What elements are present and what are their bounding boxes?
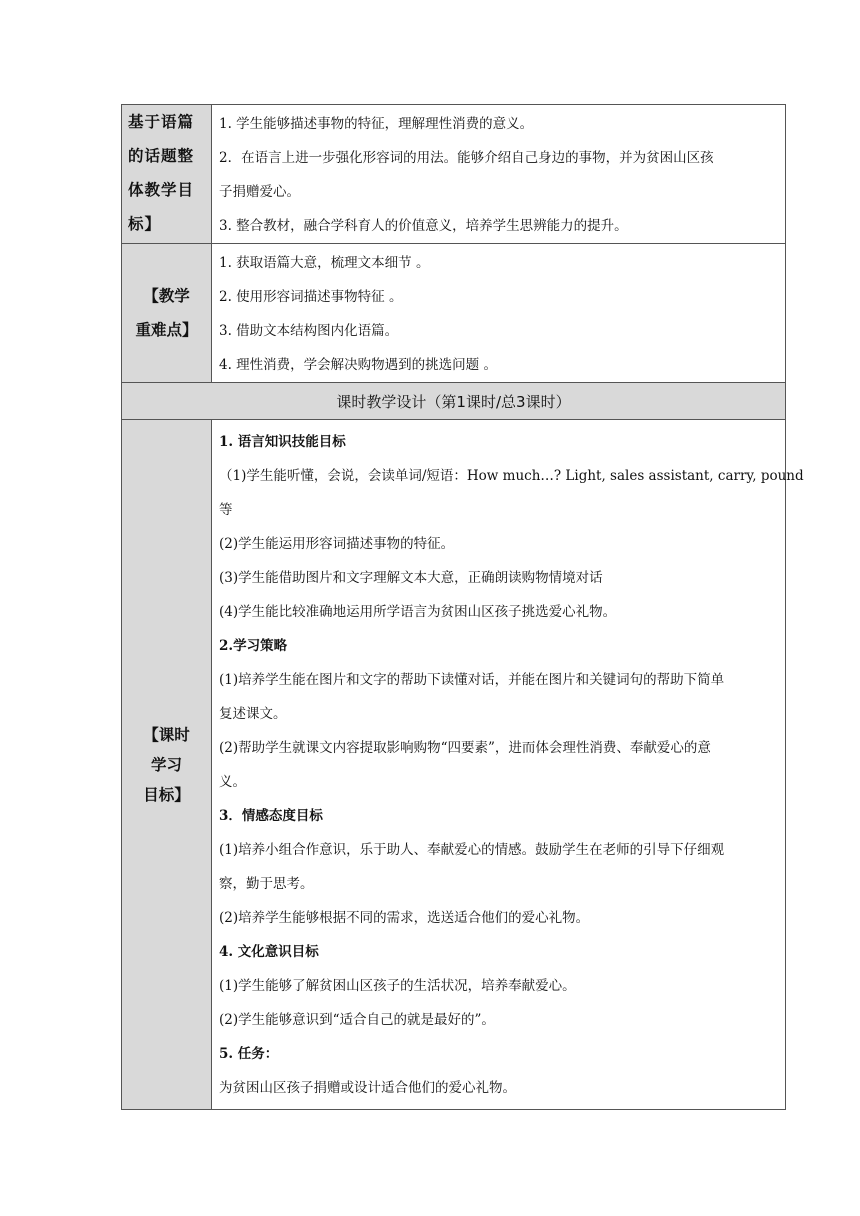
text-line: 1. 获取语篇大意，梳理文本细节 。	[219, 255, 430, 271]
text-line: 3. 借助文本结构图内化语篇。	[219, 323, 399, 339]
key-points-content	[212, 244, 786, 383]
objective-line: (1)培养小组合作意识，乐于助人、奉献爱心的情感。鼓励学生在老师的引导下仔细观	[219, 842, 725, 858]
label-line: 目标】	[143, 785, 190, 804]
label-line: 标】	[128, 215, 162, 233]
topic-goals-row	[122, 105, 786, 244]
objective-heading: 5. 任务：	[219, 1046, 279, 1062]
objective-line: (2)学生能运用形容词描述事物的特征。	[219, 536, 455, 552]
objective-line: (2)学生能够意识到“适合自己的就是最好的”。	[219, 1012, 495, 1028]
objective-heading: 2.学习策略	[219, 638, 288, 654]
objective-line: (1)学生能够了解贫困山区孩子的生活状况，培养奉献爱心。	[219, 978, 576, 994]
text-line: 子捐赠爱心。	[219, 184, 300, 200]
objective-line: (3)学生能借助图片和文字理解文本大意，正确朗读购物情境对话	[219, 570, 603, 586]
objectives-content	[212, 420, 804, 1110]
objective-line: 为贫困山区孩子捐赠或设计适合他们的爱心礼物。	[219, 1080, 516, 1096]
label-line: 的话题整	[128, 147, 195, 165]
key-points-row	[122, 244, 786, 383]
objectives-label	[122, 420, 212, 1110]
objective-line: 察，勤于思考。	[219, 876, 314, 892]
objective-line: 等	[219, 502, 233, 518]
lesson-plan-table	[121, 104, 804, 1110]
topic-goals-label	[122, 105, 212, 244]
text-line: 3. 整合教材，融合学科育人的价值意义，培养学生思辨能力的提升。	[219, 218, 628, 234]
text-line: 2．在语言上进一步强化形容词的用法。能够介绍自己身边的事物，并为贫困山区孩	[219, 150, 714, 166]
objective-line: （1)学生能听懂，会说，会读单词/短语：How much…? Light, sales assistant, carry, pound	[219, 468, 804, 484]
objective-heading: 1. 语言知识技能目标	[219, 434, 346, 450]
label-line: 基于语篇	[128, 113, 195, 131]
section-title: 课时教学设计（第1课时/总3课时）	[122, 383, 786, 420]
objective-heading: 4. 文化意识目标	[219, 944, 319, 960]
text-line: 4. 理性消费，学会解决购物遇到的挑选问题 。	[219, 357, 497, 373]
objective-line: (2)帮助学生就课文内容提取影响购物“四要素”，进而体会理性消费、奉献爱心的意	[219, 740, 711, 756]
label-line: 重难点】	[135, 321, 198, 339]
objective-line: (2)培养学生能够根据不同的需求，选送适合他们的爱心礼物。	[219, 910, 590, 926]
text-line: 2. 使用形容词描述事物特征 。	[219, 289, 403, 305]
label-line: 【课时	[143, 725, 190, 744]
objective-line: (4)学生能比较准确地运用所学语言为贫困山区孩子挑选爱心礼物。	[219, 604, 617, 620]
objective-heading: 3．情感态度目标	[219, 808, 323, 824]
text-line: 1. 学生能够描述事物的特征，理解理性消费的意义。	[219, 116, 534, 132]
label-line: 【教学	[143, 287, 190, 305]
topic-goals-content	[212, 105, 786, 244]
section-header-row	[122, 383, 786, 420]
objectives-row	[122, 420, 786, 1110]
label-line: 学习	[150, 755, 182, 774]
objective-line: 义。	[219, 774, 246, 790]
objective-line: (1)培养学生能在图片和文字的帮助下读懂对话，并能在图片和关键词句的帮助下简单	[219, 672, 725, 688]
objective-line: 复述课文。	[219, 706, 287, 722]
label-line: 体教学目	[128, 181, 195, 199]
key-points-label	[122, 244, 212, 383]
